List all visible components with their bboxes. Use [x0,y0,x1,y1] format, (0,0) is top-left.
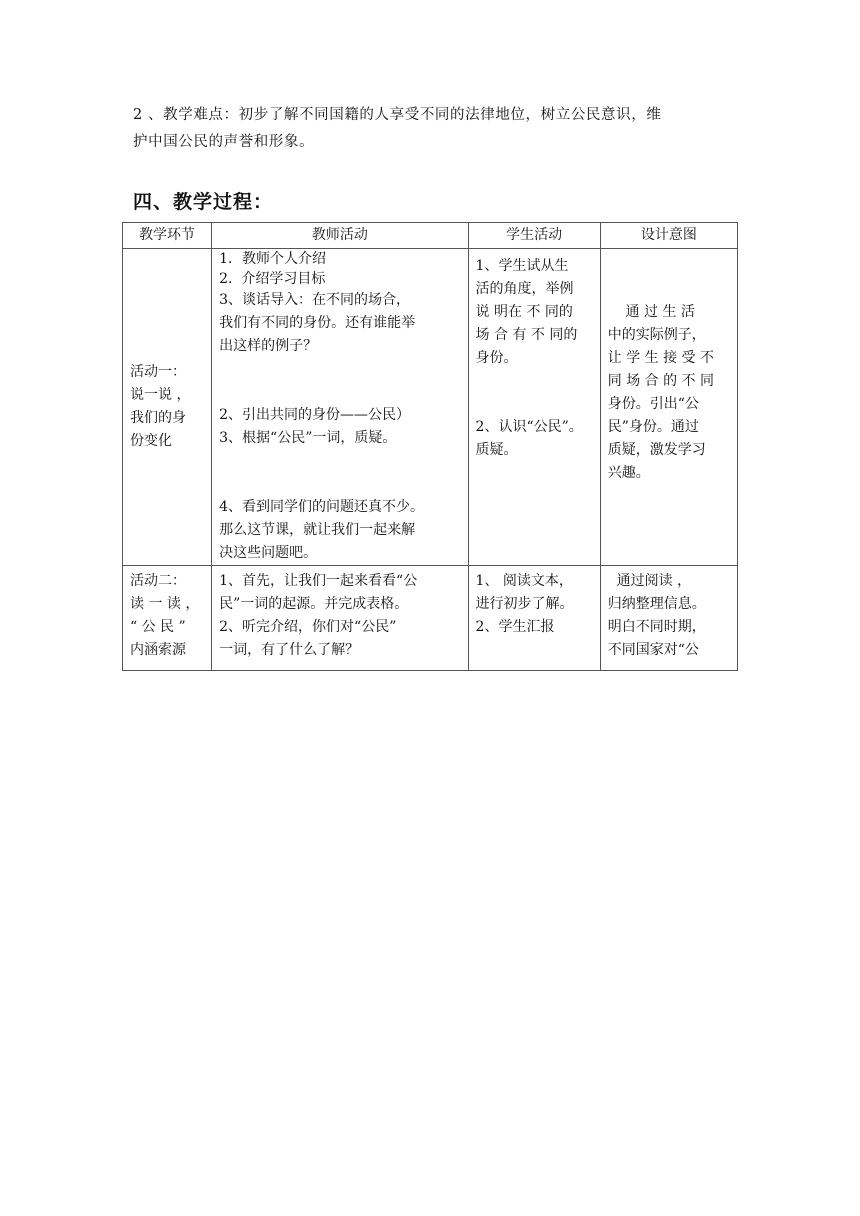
row1-student-line [476,370,593,393]
row1-student-cell [468,249,600,566]
row1-teacher-line: 4、看到同学们的问题还真不少。 [219,499,425,515]
row1-stage-line: 份变化 [130,433,172,449]
row1-student-line: 活的角度，举例 [475,281,574,297]
row1-teacher-line: 3、谈话导入：在不同的场合， [219,292,411,308]
row1-stage-cell [123,249,212,566]
row2-teacher-line: 1、首先，让我们一起来看看“公 [219,573,418,589]
row1-intent-line: 身份。引出“公 [607,396,699,412]
row1-student-line: 1、学生试从生 [475,258,569,274]
difficulty-line-1: 2 、教学难点：初步了解不同国籍的人享受不同的法律地位，树立公民意识，维 [133,107,662,123]
row2-student-line: 进行初步了解。 [475,596,574,612]
row1-teacher-line: 出这样的例子？ [219,338,318,354]
row1-student-line: 身份。 [475,350,518,366]
row1-teacher-line: 2、引出共同的身份——公民） [219,407,411,423]
row1-intent-line: 中的实际例子， [607,327,706,343]
row1-intent-cell [600,249,737,566]
row2-intent-line: 不同国家对“公 [607,642,699,658]
row2-teacher-cell [212,566,468,671]
row1-teacher-line [219,473,460,496]
row2-intent-cell [600,566,737,671]
row2-stage-cell [123,566,212,671]
row1-teacher-line [219,450,460,473]
row1-student-line: 2、认识“公民”。 [475,419,583,435]
row1-intent-line: 同 场 合 的 不 同 [607,373,715,389]
row1-student-line [476,393,593,416]
row1-teacher-line: 2. 介绍学习目标 [219,271,326,287]
table-row [123,566,738,671]
row2-stage-line: 内涵索源 [130,642,186,658]
row2-intent-line: 归纳整理信息。 [607,596,706,612]
table-header-row [123,223,738,249]
row1-student-line: 说 明在 不 同的 [475,304,573,320]
row2-teacher-line: 一词，有了什么了解？ [219,642,360,658]
row1-student-line: 场 合 有 不 同的 [475,327,578,343]
row1-intent-line [608,255,730,278]
header-teacher: 教师活动 [212,223,468,249]
section-heading: 四、教学过程： [133,191,274,213]
row2-teacher-line: 民”一词的起源。并完成表格。 [219,596,409,612]
row1-intent-line [608,278,730,301]
row1-intent-line: 质疑，激发学习 [607,442,706,458]
row2-student-line: 2、学生汇报 [475,619,555,635]
row1-intent-line: 让 学 生 接 受 不 [607,350,715,366]
row1-stage-line: 活动一： [130,364,186,380]
row1-teacher-line: 1．教师个人介绍 [219,251,327,267]
row1-teacher-line: 3、根据“公民”一词，质疑。 [219,430,397,446]
row2-teacher-line: 2、听完介绍，你们对“公民” [219,619,397,635]
row2-intent-line: 通过阅读 ， [607,573,692,589]
header-stage: 教学环节 [123,223,212,249]
header-intent: 设计意图 [600,223,737,249]
row1-teacher-line: 我们有不同的身份。还有谁能举 [219,315,416,331]
row1-teacher-line: 那么这节课，就让我们一起来解 [219,522,416,538]
row1-intent-line: 通 过 生 活 [607,304,695,320]
row1-teacher-line: 决这些问题吧。 [219,545,318,561]
row2-student-cell [468,566,600,671]
row1-teacher-line [219,381,460,404]
row2-intent-line: 明白不同时期， [607,619,706,635]
row1-intent-line: 兴趣。 [607,465,650,481]
teaching-process-table [122,222,738,671]
table-row [123,249,738,566]
row1-intent-line: 民”身份。通过 [607,419,699,435]
row1-teacher-cell [212,249,468,566]
difficulty-line-2: 护中国公民的声誉和形象。 [133,134,315,150]
row2-stage-line: 读 一 读 ， [130,596,200,612]
row2-stage-line: 活动二： [130,573,186,589]
row1-stage-line: 说一说 ， [130,387,191,403]
row1-student-line: 质疑。 [475,442,518,458]
row1-teacher-line [219,358,460,381]
row1-stage-line: 我们的身 [130,410,186,426]
row2-stage-line: “ 公 民 ” [130,619,186,635]
difficulty-paragraph [133,102,733,156]
header-student: 学生活动 [468,223,600,249]
row2-student-line: 1、 阅读文本， [475,573,573,589]
